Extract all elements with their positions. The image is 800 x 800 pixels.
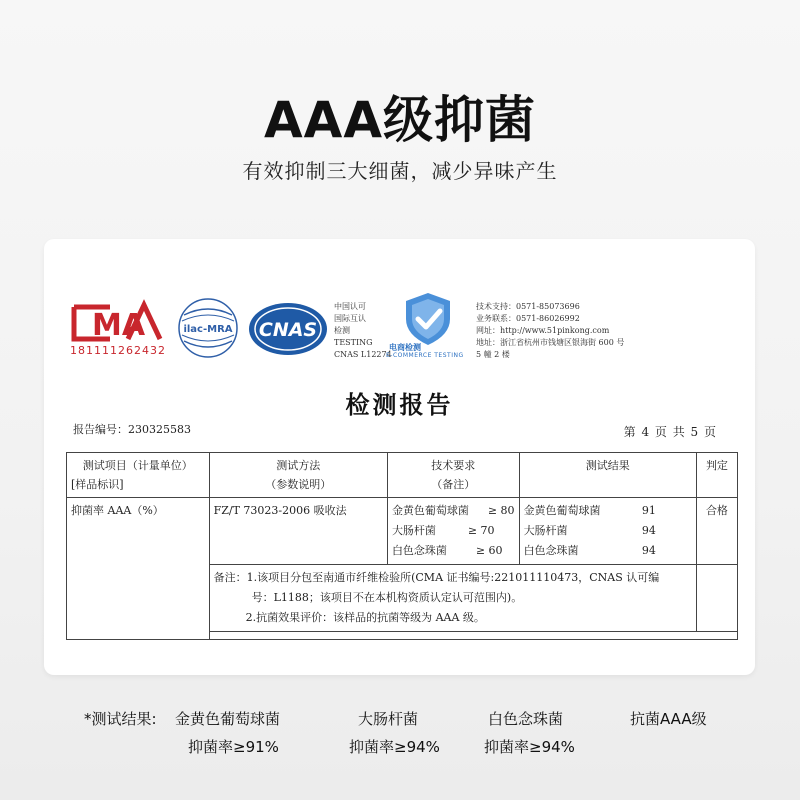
summary-name-1: 金黄色葡萄球菌 xyxy=(175,710,281,728)
report-table xyxy=(66,452,738,640)
ec-sub-label: E-COMMERCE TESTING xyxy=(386,352,464,359)
header-verdict: 判定 xyxy=(696,453,737,498)
page-number: 第 4 页 共 5 页 xyxy=(623,425,717,439)
ec-label: 电商检测 xyxy=(389,343,421,352)
header-item: 测试项目（计量单位） [样品标识] xyxy=(67,453,210,498)
cell-requirements: 金黄色葡萄球菌 ≥ 80 大肠杆菌 ≥ 70 白色念珠菌 ≥ 60 xyxy=(387,498,519,565)
cell-notes-verdict xyxy=(696,565,737,632)
header-method: 测试方法 （参数说明） xyxy=(209,453,387,498)
table-row xyxy=(67,498,738,565)
cell-method: FZ/T 73023-2006 吸收法 xyxy=(209,498,387,565)
cell-item: 抑菌率 AAA（%） xyxy=(67,498,210,640)
page-title: AAA级抑菌 xyxy=(263,91,537,149)
summary-grade: 抗菌AAA级 xyxy=(630,710,707,728)
header-result: 测试结果 xyxy=(519,453,696,498)
summary-rate-1: 抑菌率≥91% xyxy=(188,738,279,756)
table-header-row xyxy=(67,453,738,498)
contact-info: 技术支持：0571-85073696 业务联系：0571-86026992 网址：http://www.51pinkong.com 地址：浙江省杭州市钱塘区银海街 600 号 5 幢 2 楼 xyxy=(476,302,625,359)
summary-name-2: 大肠杆菌 xyxy=(358,710,419,728)
cell-empty xyxy=(209,632,737,640)
summary-rate-2: 抑菌率≥94% xyxy=(349,738,440,756)
cell-verdict: 合格 xyxy=(696,498,737,565)
cma-number: 181111262432 xyxy=(70,344,166,357)
cma-text: MA xyxy=(92,308,146,343)
report-card xyxy=(44,239,755,675)
ilac-mra-logo-icon xyxy=(176,297,240,359)
page-subtitle: 有效抑制三大细菌，减少异味产生 xyxy=(242,159,558,183)
summary-prefix: *测试结果: xyxy=(84,710,157,728)
cnas-logo-icon xyxy=(247,301,329,357)
report-number: 报告编号：230325583 xyxy=(73,423,191,436)
cnas-text: CNAS xyxy=(258,319,318,341)
cnas-info: 中国认可 国际互认 检测 TESTING CNAS L12274 xyxy=(334,302,392,359)
cell-notes: 备注：1.该项目分包至南通市纤维检验所(CMA 证书编号:221011110473，CNAS 认可编 号：L1188；该项目不在本机构资质认定认可范围内)。 2.抗菌效果评价：该样品的抗菌等级为 AAA 级。 xyxy=(209,565,696,632)
header-requirement: 技术要求 （备注） xyxy=(387,453,519,498)
cell-results: 金黄色葡萄球菌 91 大肠杆菌 94 白色念珠菌 94 xyxy=(519,498,696,565)
summary-rate-3: 抑菌率≥94% xyxy=(484,738,575,756)
shield-check-icon xyxy=(398,291,458,347)
summary-name-3: 白色念珠菌 xyxy=(488,710,564,728)
document-title: 检测报告 xyxy=(345,390,454,419)
ilac-text: ilac-MRA xyxy=(183,324,233,335)
